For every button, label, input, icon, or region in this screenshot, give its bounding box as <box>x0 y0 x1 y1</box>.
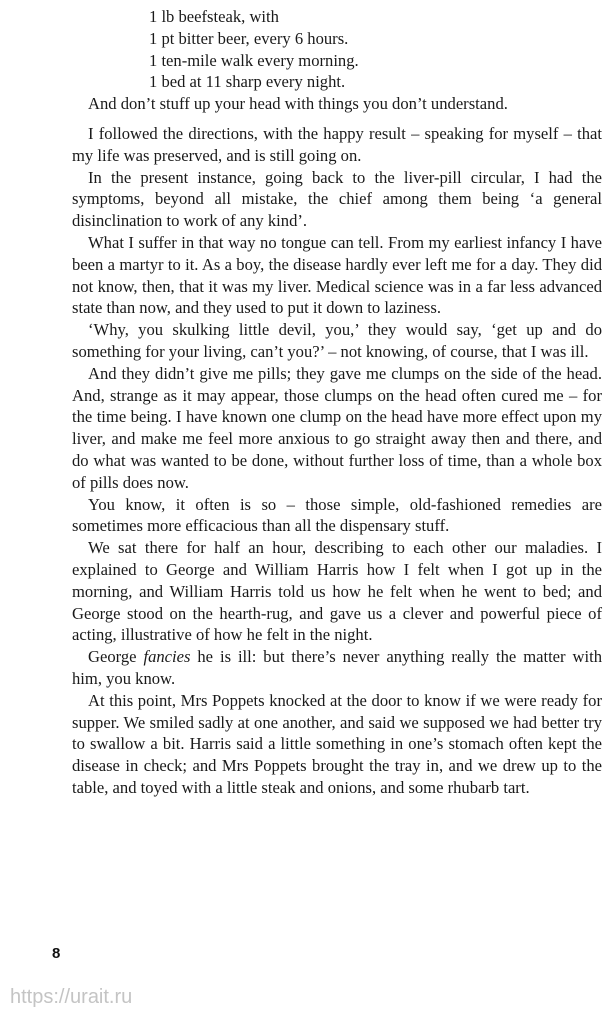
paragraph: And they didn’t give me pills; they gave me clumps on the side of the head. And, strange as it may appear, those clumps on the head often cured me – for the time being. I have known one clump on the head have more effect upon my liver, and make me feel more anxious to go straight away then and there, and do what was wanted to be done, without further loss of time, than a whole box of pills does now. <box>72 363 602 492</box>
emphasis-word: fancies <box>143 647 191 667</box>
prescription-line: 1 ten-mile walk every morning. <box>149 50 359 70</box>
watermark: https://urait.ru <box>10 986 133 1008</box>
book-page <box>72 6 602 799</box>
prescription-list <box>149 6 602 93</box>
paragraph: At this point, Mrs Poppets knocked at the door to know if we were ready for supper. We smiled sadly at one another, and said we supposed we had better try to swallow a bit. Harris said a little something in one’s stomach often kept the disease in check; and Mrs Poppets brought the tray in, and we drew up to the table, and toyed with a little steak and onions, and some rhubarb tart. <box>72 690 602 797</box>
paragraph: ‘Why, you skulking little devil, you,’ they would say, ‘get up and do something for your living, can’t you?’ – not knowing, of course, that I was ill. <box>72 320 602 361</box>
paragraph: What I suffer in that way no tongue can tell. From my earliest infancy I have been a martyr to it. As a boy, the disease hardly ever left me for a day. They did not know, then, that it was my liver. Medical science was in a far less advanced state than now, and they used to put it down to laziness. <box>72 232 602 318</box>
paragraph-rest: he is ill: but there’s never anything really the matter with him, you know. <box>72 647 602 688</box>
prescription-line: 1 pt bitter beer, every 6 hours. <box>149 28 349 48</box>
prescription-closing-line: And don’t stuff up your head with things you don’t understand. <box>88 94 508 114</box>
prescription-line: 1 lb beefsteak, with <box>149 7 279 26</box>
prescription-line: 1 bed at 11 sharp every night. <box>149 72 346 92</box>
paragraph: I followed the directions, with the happy result – speaking for myself – that my life was preserved, and is still going on. <box>72 123 602 165</box>
page-number: 8 <box>52 945 61 962</box>
paragraph: You know, it often is so – those simple, old-fashioned remedies are sometimes more efficacious than all the dispensary stuff. <box>72 494 602 536</box>
paragraph <box>72 646 602 690</box>
paragraph: We sat there for half an hour, describing to each other our maladies. I explained to George and William Harris how I felt when I got up in the morning, and William Harris told us how he felt when he went to bed; and George stood on the hearth-rug, and gave us a clever and powerful piece of acting, illustrative of how he felt in the night. <box>72 538 602 645</box>
paragraph-lead: George <box>88 647 144 667</box>
paragraph: In the present instance, going back to the liver-pill circular, I had the symptoms, beyond all mistake, the chief among them being ‘a general disinclination to work of any kind’. <box>72 167 602 231</box>
